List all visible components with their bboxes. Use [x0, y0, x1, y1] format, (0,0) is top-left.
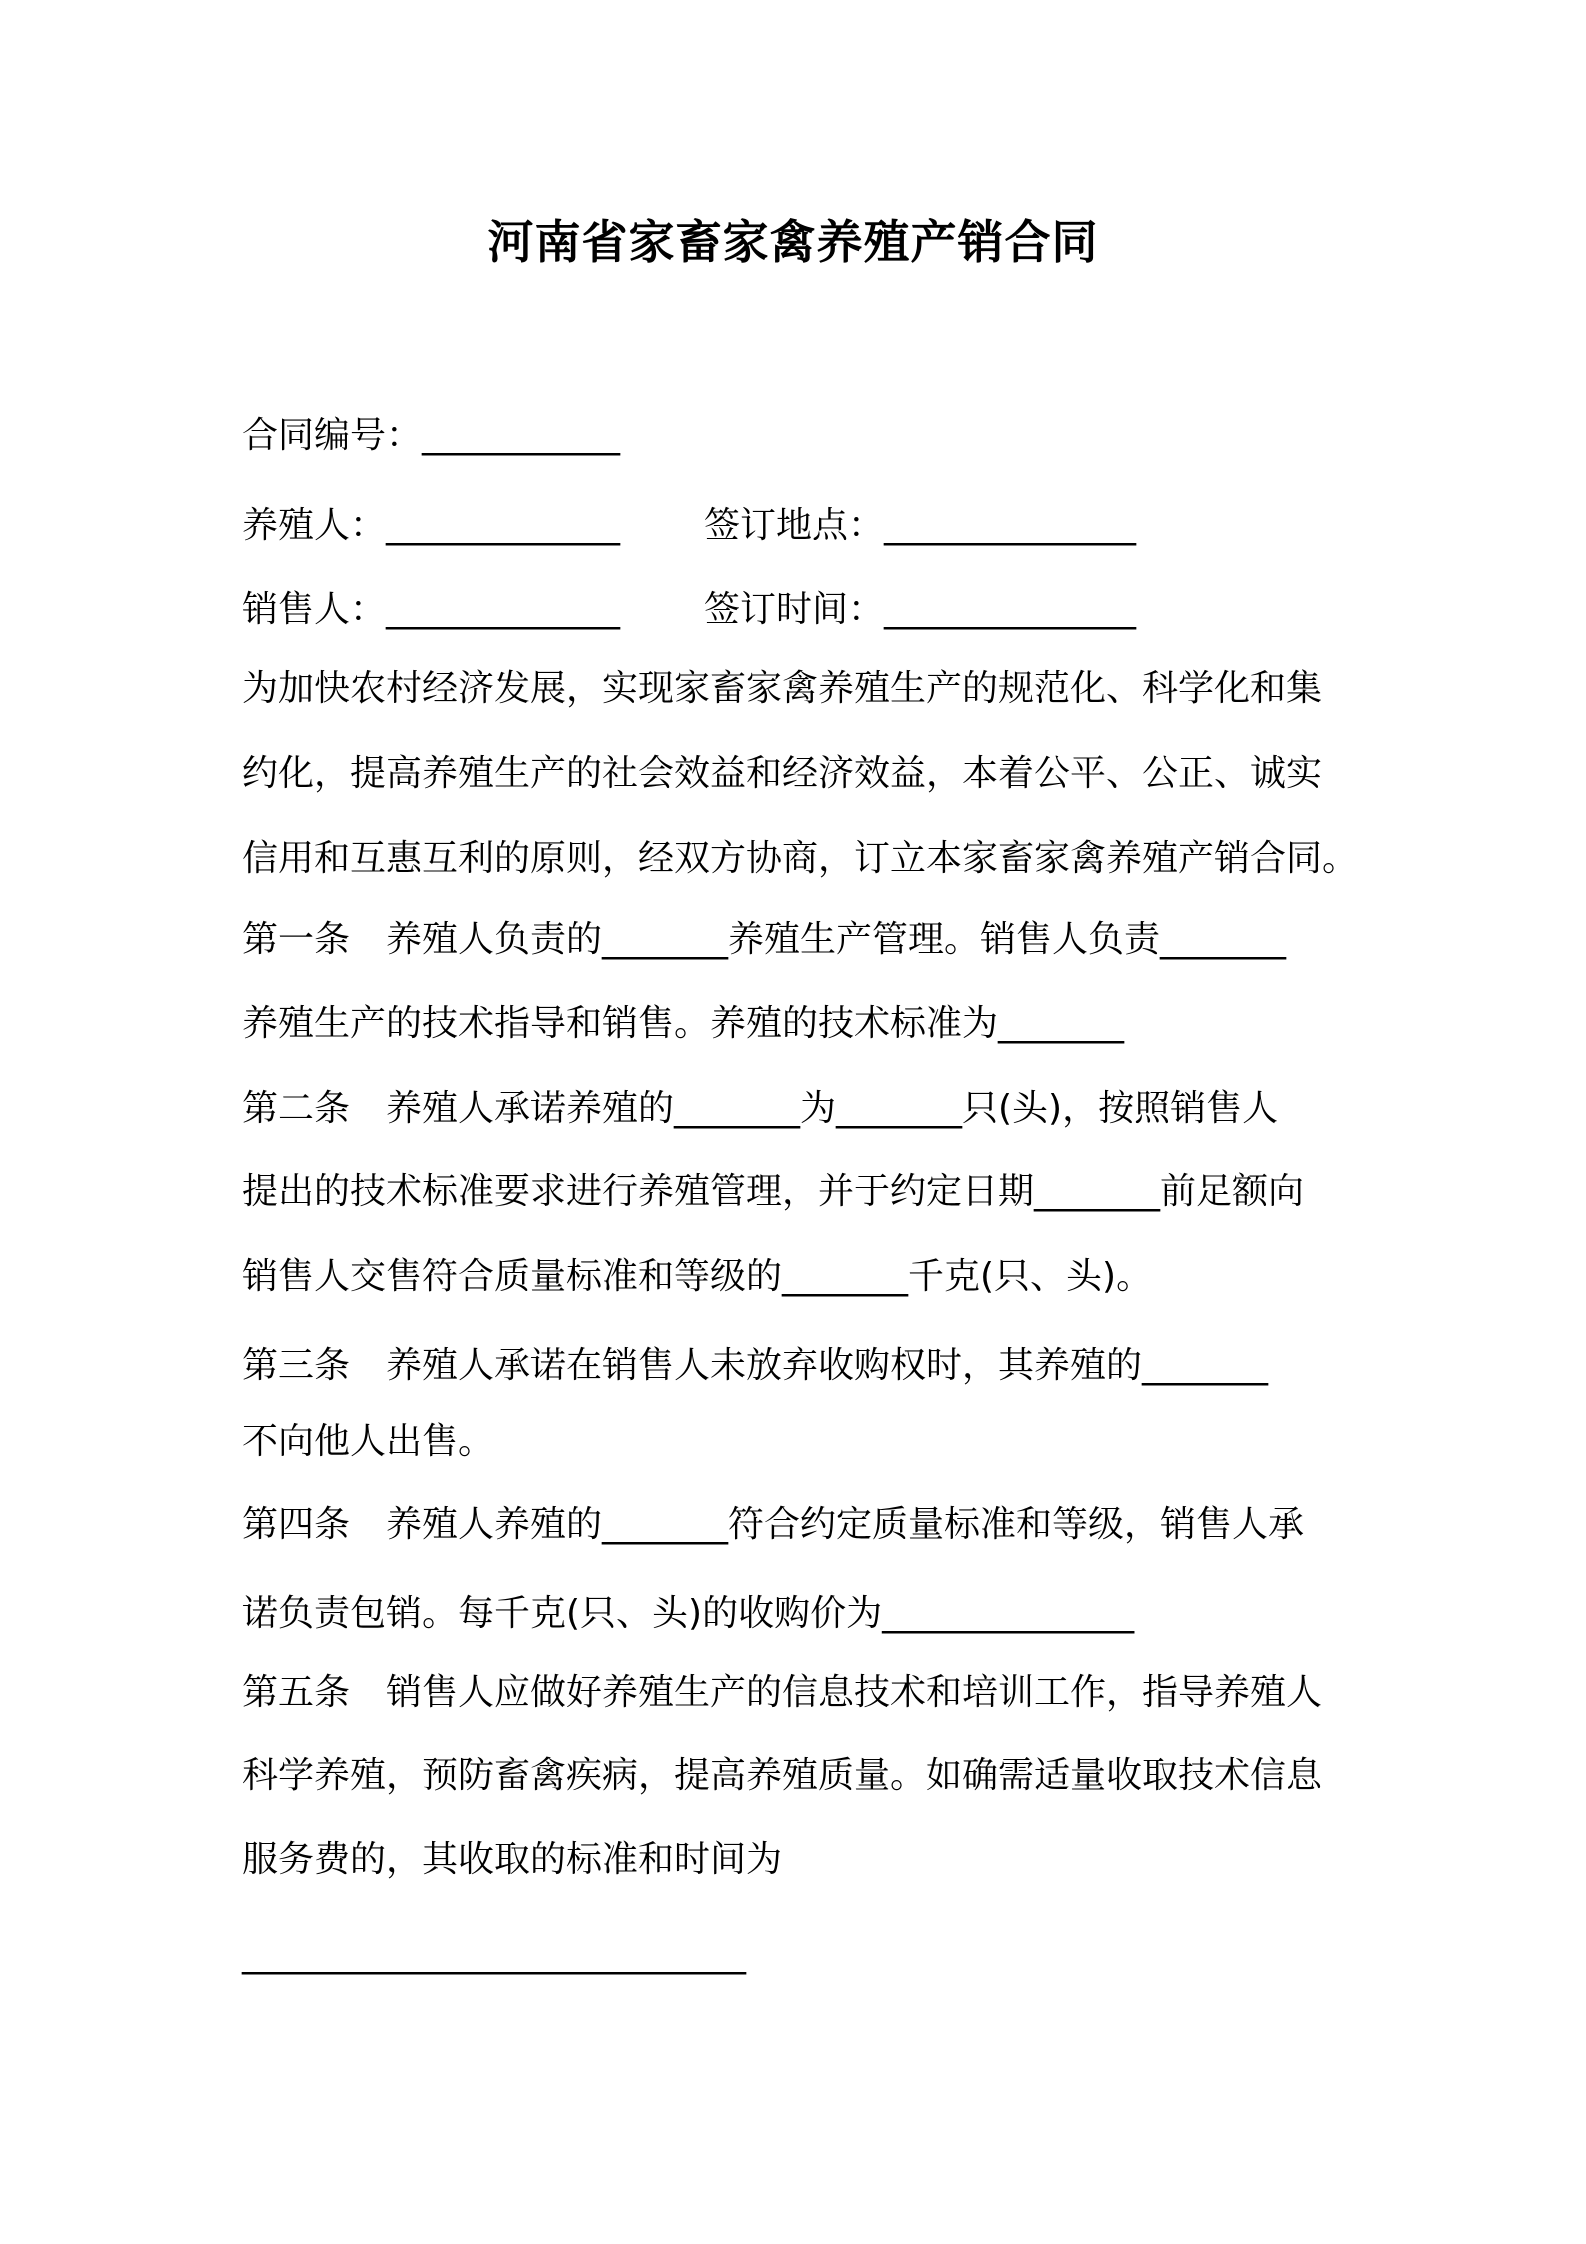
article-1-line: 第一条 养殖人负责的_______养殖生产管理。销售人负责_______: [242, 919, 1287, 960]
breeder-field: 养殖人：_____________: [242, 505, 621, 546]
article-2-line: 提出的技术标准要求进行养殖管理，并于约定日期_______前足额向: [242, 1171, 1305, 1212]
article-5-line: 科学养殖，预防畜禽疾病，提高养殖质量。如确需适量收取技术信息: [242, 1755, 1323, 1796]
blank-fill-line: ____________________________: [242, 1934, 746, 1975]
document-title: 河南省家畜家禽养殖产销合同: [487, 215, 1099, 269]
article-2-line: 第二条 养殖人承诺养殖的_______为_______只(头)，按照销售人: [242, 1088, 1279, 1129]
sign-place-field: 签订地点：______________: [704, 505, 1137, 546]
article-2-line: 销售人交售符合质量标准和等级的_______千克(只、头)。: [242, 1256, 1153, 1297]
article-3-line: 不向他人出售。: [242, 1421, 495, 1462]
article-1-line: 养殖生产的技术指导和销售。养殖的技术标准为_______: [242, 1003, 1125, 1044]
contract-number-field: 合同编号：___________: [242, 415, 621, 456]
article-3-line: 第三条 养殖人承诺在销售人未放弃收购权时，其养殖的_______: [242, 1345, 1269, 1386]
sign-time-field: 签订时间：______________: [704, 589, 1137, 630]
article-5-line: 第五条 销售人应做好养殖生产的信息技术和培训工作，指导养殖人: [242, 1672, 1323, 1713]
article-5-line: 服务费的，其收取的标准和时间为: [242, 1839, 783, 1880]
paragraph-line: 信用和互惠互利的原则，经双方协商，订立本家畜家禽养殖产销合同。: [242, 838, 1359, 879]
paragraph-line: 为加快农村经济发展，实现家畜家禽养殖生产的规范化、科学化和集: [242, 668, 1323, 709]
article-4-line: 诺负责包销。每千克(只、头)的收购价为______________: [242, 1593, 1135, 1634]
paragraph-line: 约化，提高养殖生产的社会效益和经济效益，本着公平、公正、诚实: [242, 753, 1323, 794]
article-4-line: 第四条 养殖人养殖的_______符合约定质量标准和等级，销售人承: [242, 1504, 1305, 1545]
seller-field: 销售人：_____________: [242, 589, 621, 630]
